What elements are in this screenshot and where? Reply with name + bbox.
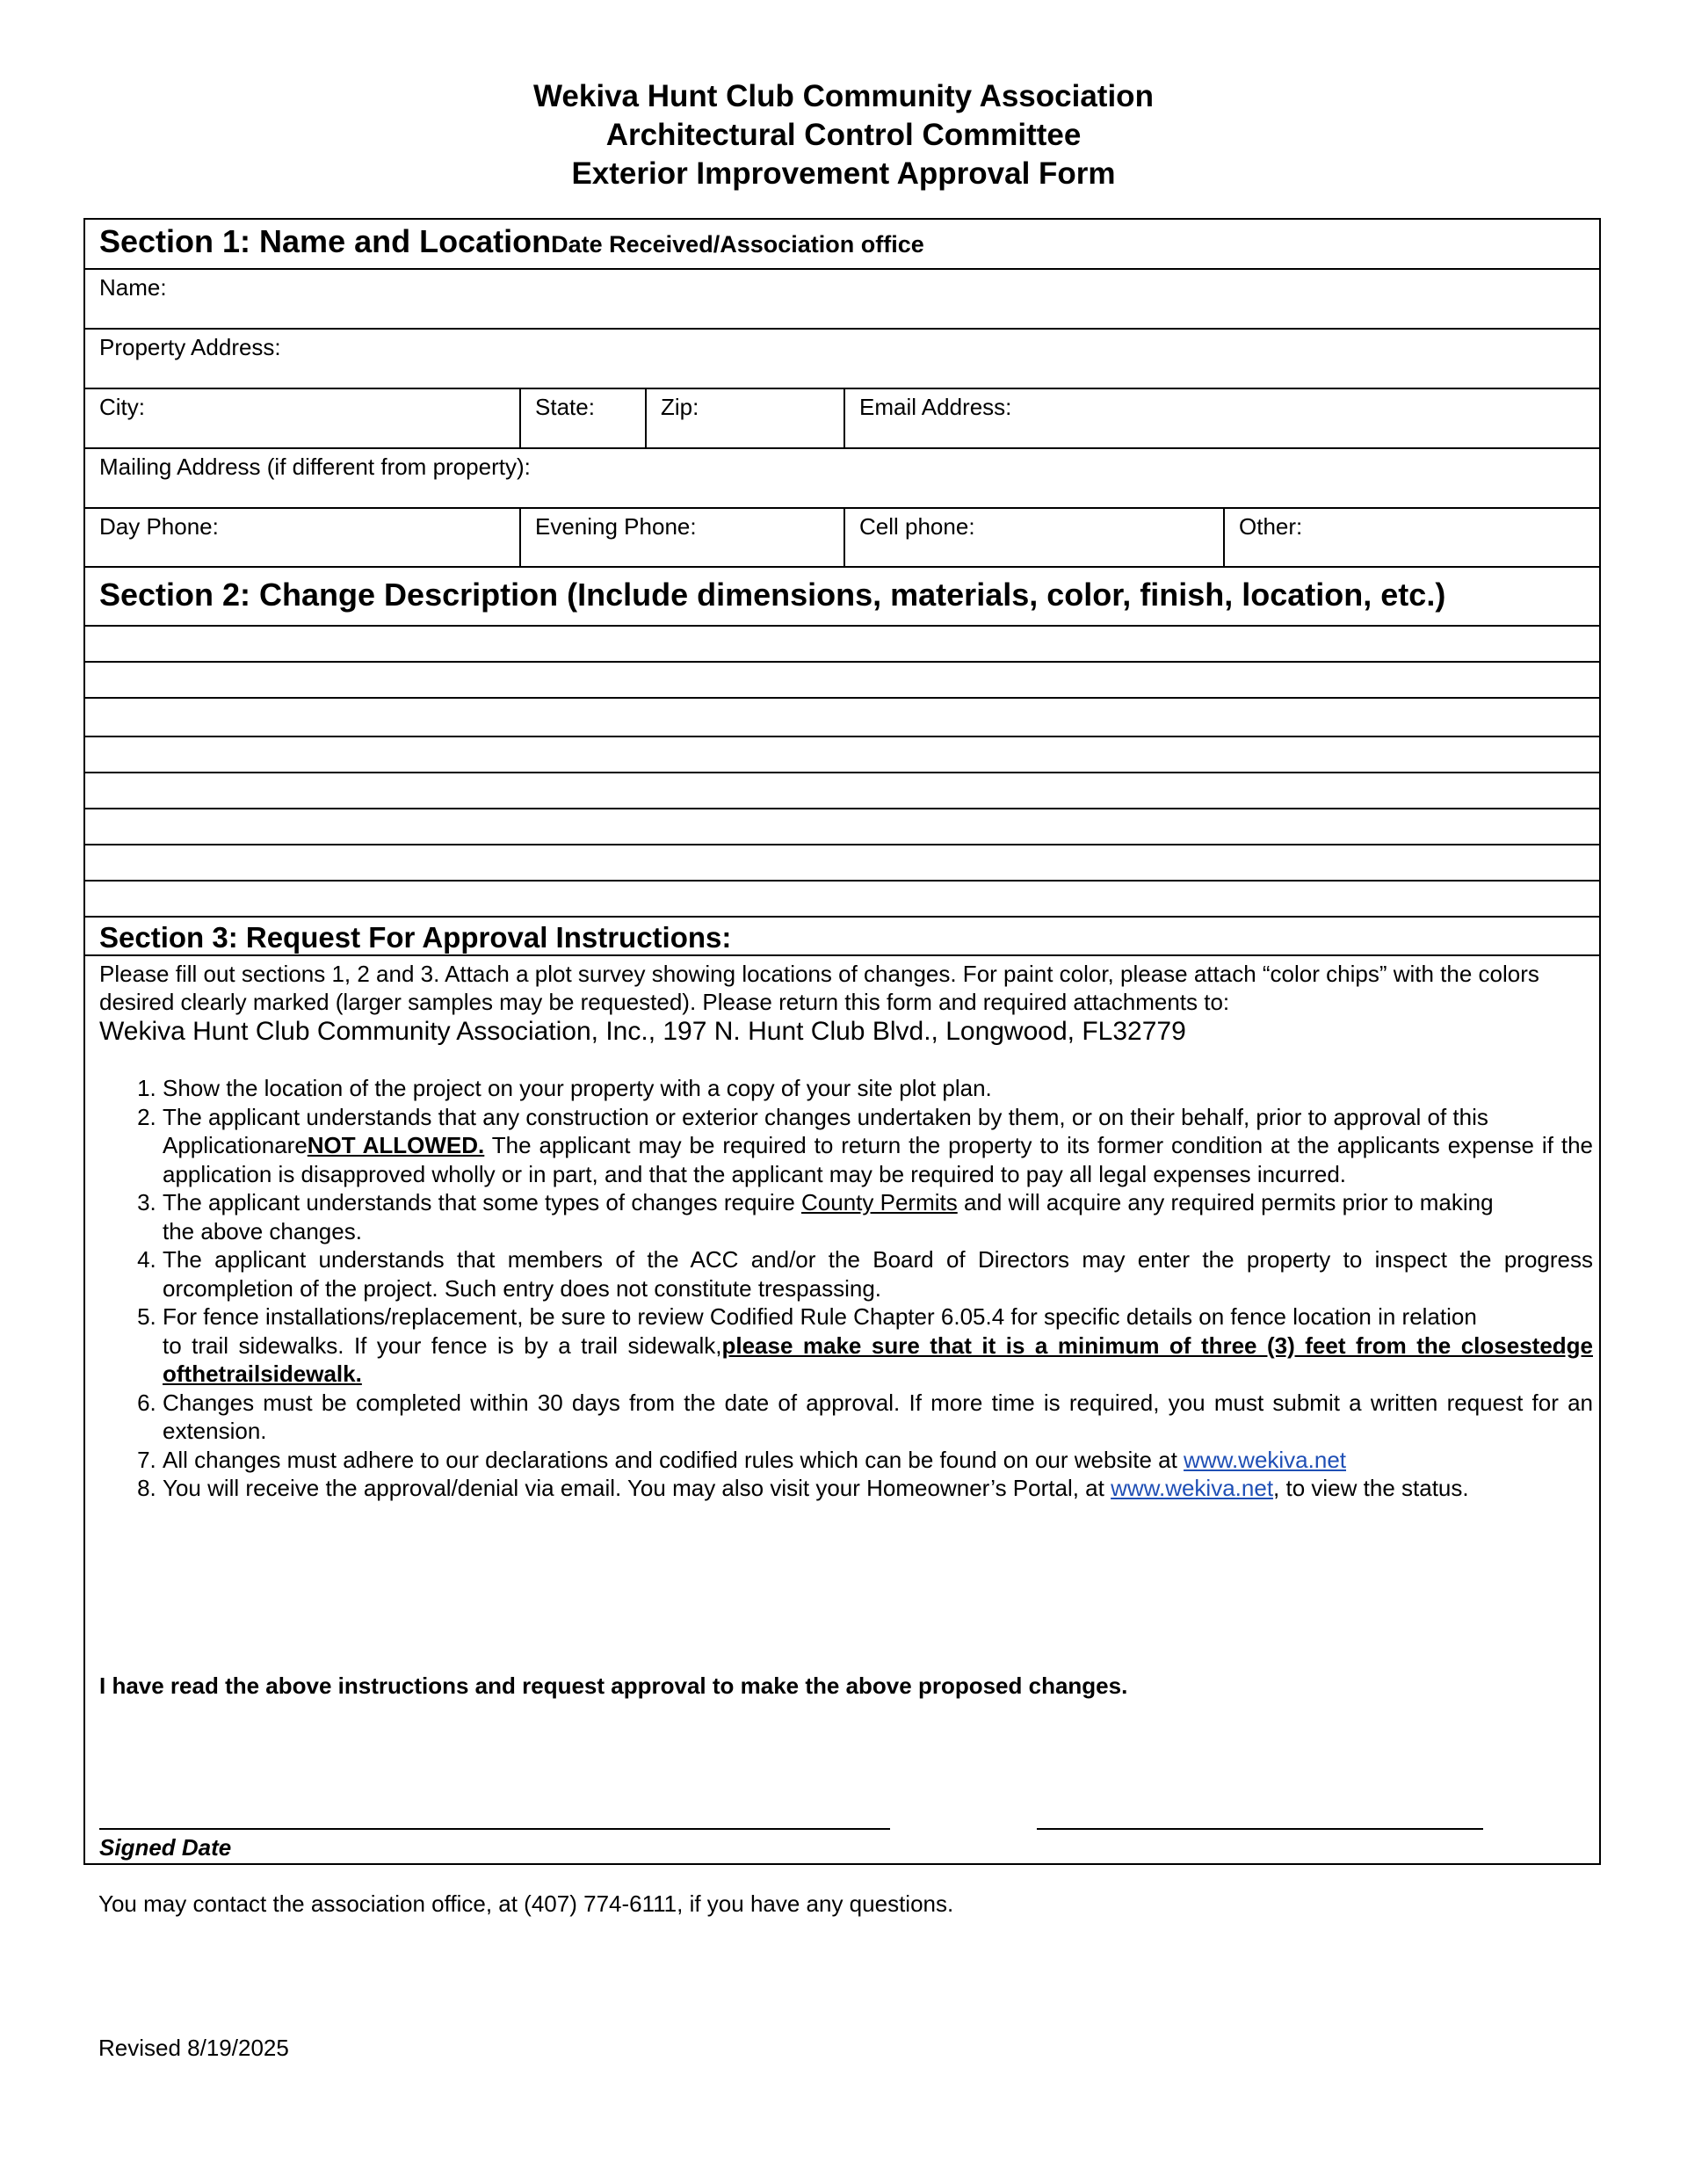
mailing-address-row[interactable] [85,449,1599,509]
portal-link[interactable]: www.wekiva.net [1111,1475,1274,1501]
county-permits-text: County Permits [801,1189,958,1215]
fence-distance-warning: please make sure that it is a minimum of three (3) feet from the closestedge ofthetrailsidewalk. [163,1331,1593,1387]
phone-row [85,509,1599,568]
date-received-label: Date Received/Association office [551,231,924,258]
section1-title: Section 1: Name and LocationDate Received/Association office [99,223,924,259]
acknowledgement-statement: I have read the above instructions and request approval to make the above proposed changes. [99,1672,1128,1699]
contact-note: You may contact the association office, at (407) 774-6111, if you have any questions. [98,1890,954,1917]
description-line[interactable] [85,882,1599,918]
instructions-intro: Please fill out sections 1, 2 and 3. Attach a plot survey showing locations of changes. For paint color, please attach “color chips” with the colors desired clearly marked (larger samples may be requested). Please return this form and required attachments to: [99,961,1539,1015]
section2-header-row [85,568,1599,627]
description-line[interactable] [85,773,1599,809]
description-line[interactable] [85,627,1599,663]
cell-phone-field[interactable] [844,509,1223,566]
form-title: Exterior Improvement Approval Form [571,156,1116,191]
not-allowed-text: NOT ALLOWED. [307,1132,485,1158]
state-label: State: [535,394,595,420]
return-address: Wekiva Hunt Club Community Association, Inc., 197 N. Hunt Club Blvd., Longwood, FL32779 [99,1017,1186,1046]
instructions-block [99,960,1593,1503]
approval-form [83,218,1601,1865]
evening-phone-field[interactable] [519,509,844,566]
committee-name: Architectural Control Committee [605,118,1082,152]
section3-header-row [85,918,1599,956]
description-line[interactable] [85,699,1599,737]
instructions-list [99,1074,1593,1503]
description-line[interactable] [85,737,1599,773]
city-field[interactable] [85,389,519,447]
website-link[interactable]: www.wekiva.net [1184,1446,1347,1473]
email-label: Email Address: [859,394,1012,420]
other-phone-field[interactable] [1223,509,1599,566]
description-line[interactable] [85,845,1599,882]
state-field[interactable] [519,389,645,447]
description-line[interactable] [85,663,1599,699]
section3-title: Section 3: Request For Approval Instructions: [99,921,732,954]
day-phone-label: Day Phone: [99,513,219,540]
list-item: 4. The applicant understands that members of the ACC and/or the Board of Directors may enter the property to inspect the progress orcompletion of the project. Such entry does not constitute trespassing. [163,1245,1593,1302]
section2-title: Section 2: Change Description (Include dimensions, materials, color, finish, location, etc.) [99,577,1446,613]
list-item: 6. Changes must be completed within 30 days from the date of approval. If more time is required, you must submit a written request for an extension. [163,1389,1593,1446]
property-address-row[interactable] [85,330,1599,389]
section1-header-row [85,220,1599,270]
signature-line[interactable] [99,1828,890,1830]
date-line[interactable] [1037,1828,1483,1830]
list-item: 1. Show the location of the project on your property with a copy of your site plot plan. [163,1074,1593,1103]
list-item: 3. The applicant understands that some types of changes require County Permits and will acquire any required permits prior to making the above changes. [163,1188,1593,1245]
revision-date: Revised 8/19/2025 [98,2035,289,2061]
name-row[interactable] [85,270,1599,330]
mailing-address-label: Mailing Address (if different from property): [99,453,531,480]
property-address-label: Property Address: [99,334,281,360]
day-phone-field[interactable] [85,509,519,566]
form-header [0,77,1687,193]
list-item: 5. For fence installations/replacement, be sure to review Codified Rule Chapter 6.05.4 for specific details on fence location in relation to trail sidewalks. If your fence is by a trail sidewalk,please make sure that it is a minimum of three (3) feet from the closestedge ofthetrailsidewalk. [163,1302,1593,1389]
cell-phone-label: Cell phone: [859,513,975,540]
evening-phone-label: Evening Phone: [535,513,697,540]
email-field[interactable] [844,389,1599,447]
zip-field[interactable] [645,389,844,447]
list-item: 8. You will receive the approval/denial via email. You may also visit your Homeowner’s Portal, at www.wekiva.net, to view the status. [163,1474,1593,1503]
other-phone-label: Other: [1239,513,1303,540]
signed-date-label: Signed Date [99,1834,232,1861]
list-item: 2. The applicant understands that any construction or exterior changes undertaken by them, or on their behalf, prior to approval of this ApplicationareNOT ALLOWED. The applicant may be required to return the property to its former condition at the applicants expense if the application is disapproved wholly or in part, and that the applicant may be required to pay all legal expenses incurred. [163,1103,1593,1189]
city-state-zip-row [85,389,1599,449]
association-name: Wekiva Hunt Club Community Association [533,79,1154,113]
zip-label: Zip: [661,394,699,420]
description-line[interactable] [85,809,1599,845]
city-label: City: [99,394,145,420]
name-label: Name: [99,274,167,301]
list-item: 7. All changes must adhere to our declarations and codified rules which can be found on our website at www.wekiva.net [163,1446,1593,1475]
